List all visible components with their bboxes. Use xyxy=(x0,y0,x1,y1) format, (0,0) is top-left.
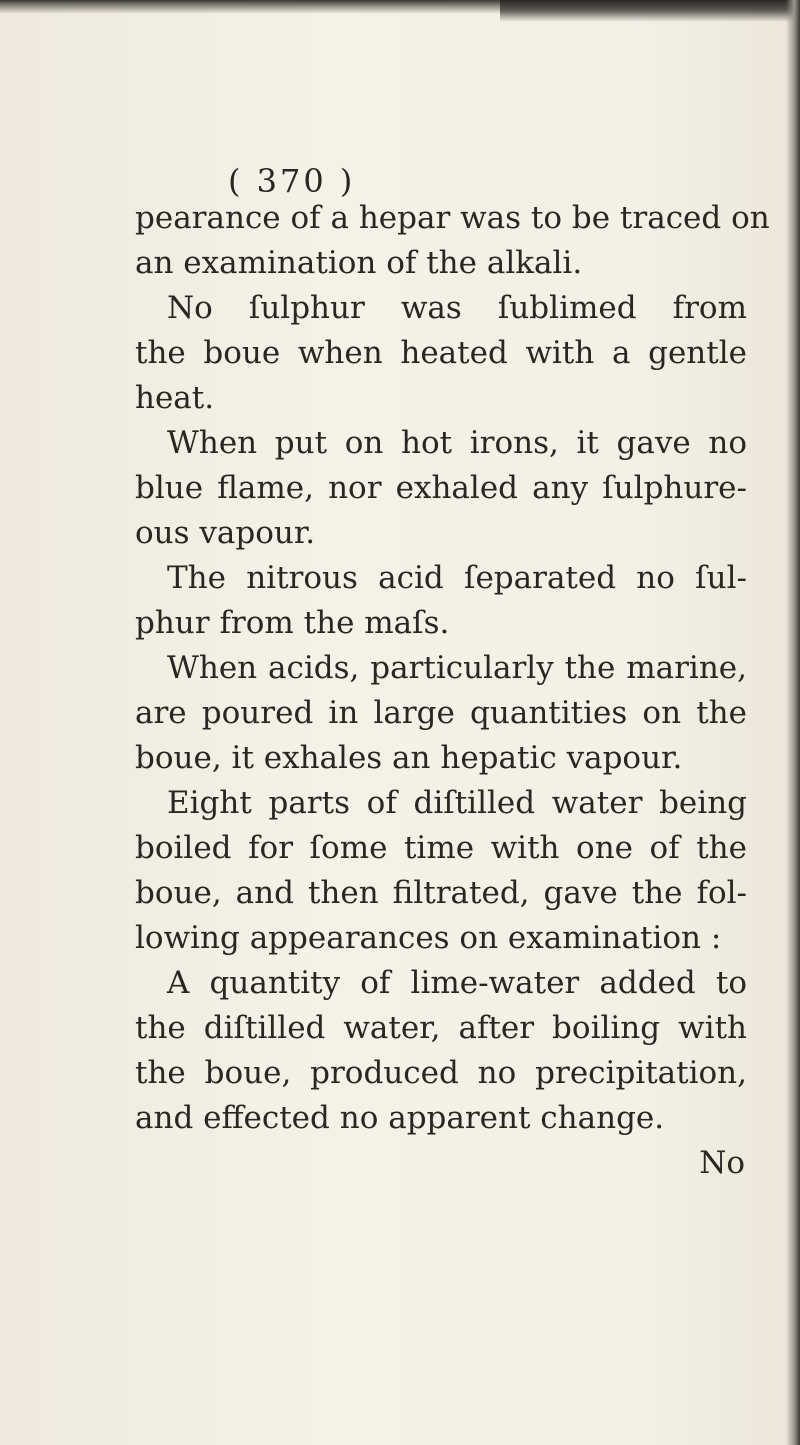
text-line: phur from the maſs. xyxy=(135,605,450,641)
text-line: A quantity of lime-water added to xyxy=(167,965,747,1001)
text-line: Eight parts of diſtilled water being xyxy=(167,785,747,821)
text-line: pearance of a hepar was to be traced on xyxy=(135,200,770,236)
text-line: lowing appearances on examination : xyxy=(135,920,722,956)
text-line: the boue, produced no precipitation, xyxy=(135,1055,747,1091)
text-line: an examination of the alkali. xyxy=(135,245,583,281)
text-line: the boue when heated with a gentle xyxy=(135,335,747,371)
text-line: heat. xyxy=(135,380,215,416)
text-line: and effected no apparent change. xyxy=(135,1100,665,1136)
text-line: ous vapour. xyxy=(135,515,316,551)
text-line: boue, it exhales an hepatic vapour. xyxy=(135,740,683,776)
page-number: ( 370 ) xyxy=(228,162,356,200)
text-line: are poured in large quantities on the xyxy=(135,695,747,731)
catchword: No xyxy=(699,1145,745,1181)
page-edge xyxy=(786,0,800,1445)
top-shadow-right xyxy=(500,0,800,22)
text-line: blue flame, nor exhaled any ſulphure- xyxy=(135,470,747,506)
text-line: When acids, particularly the marine, xyxy=(167,650,747,686)
text-line: boue, and then filtrated, gave the fol- xyxy=(135,875,747,911)
body-text xyxy=(135,196,770,1186)
text-line: boiled for ſome time with one of the xyxy=(135,830,747,866)
text-line: the diſtilled water, after boiling with xyxy=(135,1010,747,1046)
text-line: No ſulphur was ſublimed from xyxy=(167,290,747,326)
text-line: When put on hot irons, it gave no xyxy=(167,425,747,461)
text-line: The nitrous acid ſeparated no ſul- xyxy=(167,560,747,596)
